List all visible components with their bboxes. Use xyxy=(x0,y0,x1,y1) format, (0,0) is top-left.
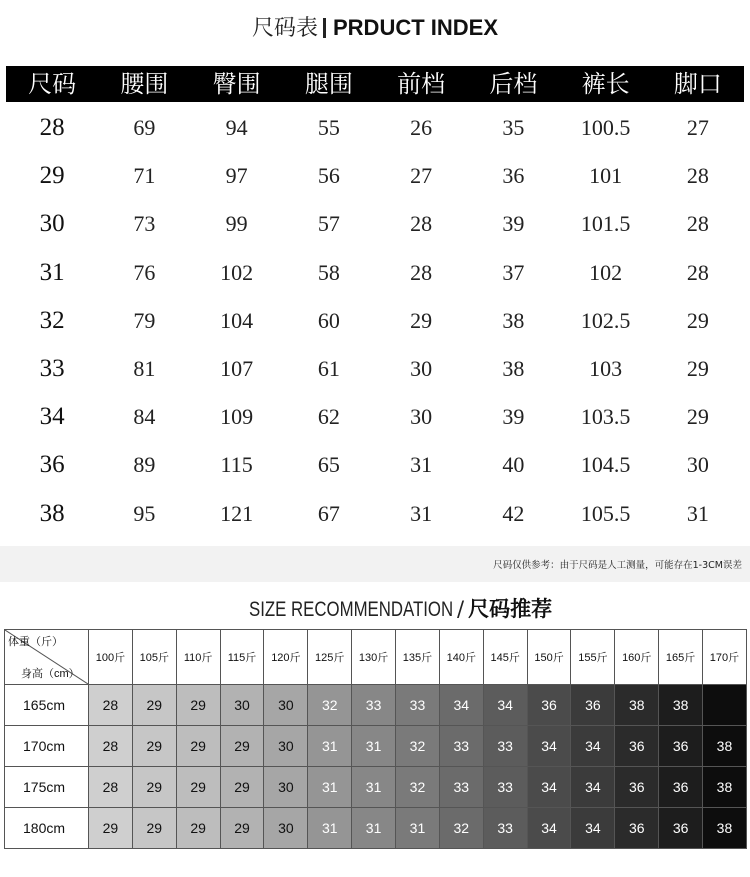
recommended-size-cell: 33 xyxy=(483,767,527,808)
measurement-cell: 79 xyxy=(133,307,156,333)
recommended-size-cell: 31 xyxy=(352,726,396,767)
recommended-size-cell: 32 xyxy=(396,726,440,767)
size-table-header-cell: 脚口 xyxy=(673,70,722,98)
height-axis-label: 身高（cm） xyxy=(21,668,80,680)
weight-header-cell: 135斤 xyxy=(396,630,440,685)
measurement-cell: 84 xyxy=(133,404,156,430)
measurement-cell: 100.5 xyxy=(580,115,631,140)
recommended-size-cell: 33 xyxy=(483,808,527,849)
measurement-cell: 58 xyxy=(317,259,340,285)
measurement-cell: 99 xyxy=(225,211,248,237)
recommended-size-cell: 34 xyxy=(571,808,615,849)
recommended-size-cell: 29 xyxy=(176,685,220,726)
recommended-size-cell: 28 xyxy=(89,685,133,726)
recommended-size-cell: 38 xyxy=(703,808,747,849)
recommended-size-cell: 29 xyxy=(220,767,264,808)
weight-header-cell: 155斤 xyxy=(571,630,615,685)
weight-axis-label: 体重（斤） xyxy=(8,636,63,648)
measurement-cell: 102.5 xyxy=(580,307,631,333)
measurement-cell: 27 xyxy=(686,115,709,140)
recommended-size-cell: 28 xyxy=(89,767,133,808)
table-row xyxy=(5,726,747,767)
recommended-size-cell: 31 xyxy=(308,767,352,808)
recommended-size-cell: 29 xyxy=(89,808,133,849)
size-recommendation-title-en: SIZE RECOMMENDATION xyxy=(248,598,454,621)
weight-header-cell: 110斤 xyxy=(176,630,220,685)
height-label-cell: 175cm xyxy=(5,767,89,808)
recommended-size-cell: 34 xyxy=(527,767,571,808)
measurement-cell: 29 xyxy=(410,307,433,333)
table-row xyxy=(5,767,747,808)
recommended-size-cell: 30 xyxy=(264,808,308,849)
measurement-cell: 105.5 xyxy=(580,500,631,526)
measurement-cell: 102 xyxy=(589,259,623,285)
table-row xyxy=(6,441,744,489)
measurement-cell: 26 xyxy=(410,115,433,140)
recommended-size-cell: 29 xyxy=(176,767,220,808)
recommended-size-cell: 31 xyxy=(352,767,396,808)
measurement-cell: 104 xyxy=(220,307,254,333)
title-separator xyxy=(323,18,326,38)
measurement-cell: 39 xyxy=(502,211,525,237)
measurement-cell: 31 xyxy=(686,500,709,526)
recommended-size-cell: 30 xyxy=(264,726,308,767)
table-row xyxy=(5,808,747,849)
measurement-cell: 81 xyxy=(133,355,156,381)
weight-header-cell: 120斤 xyxy=(264,630,308,685)
recommended-size-cell: 36 xyxy=(615,726,659,767)
weight-header-cell: 125斤 xyxy=(308,630,352,685)
measurement-cell: 31 xyxy=(410,452,433,478)
measurement-cell: 101 xyxy=(589,163,623,189)
recommended-size-cell: 33 xyxy=(396,685,440,726)
table-row xyxy=(5,685,747,726)
recommended-size-cell: 30 xyxy=(264,767,308,808)
recommended-size-cell: 36 xyxy=(615,808,659,849)
table-row xyxy=(6,345,744,393)
size-table-header-cell: 尺码 xyxy=(28,70,77,98)
weight-header-cell: 145斤 xyxy=(483,630,527,685)
table-row xyxy=(6,490,744,538)
weight-header-cell: 115斤 xyxy=(220,630,264,685)
measurement-cell: 67 xyxy=(317,500,340,526)
recommended-size-cell: 29 xyxy=(220,808,264,849)
measurement-cell: 37 xyxy=(502,259,525,285)
measurement-cell: 29 xyxy=(686,355,709,381)
measurement-cell: 28 xyxy=(686,163,709,189)
measurement-cell: 38 xyxy=(502,355,525,381)
recommended-size-cell: 32 xyxy=(439,808,483,849)
recommended-size-cell: 34 xyxy=(483,685,527,726)
measurement-cell: 38 xyxy=(502,307,525,333)
size-chart-title-en: PRDUCT INDEX xyxy=(333,15,499,40)
title-slash: / xyxy=(457,597,465,621)
measurement-cell: 42 xyxy=(502,500,525,526)
recommended-size-cell: 32 xyxy=(308,685,352,726)
measurement-cell: 60 xyxy=(317,307,340,333)
recommended-size-cell: 31 xyxy=(396,808,440,849)
measurement-cell: 29 xyxy=(686,404,709,430)
recommended-size-cell: 36 xyxy=(527,685,571,726)
measurement-cell: 35 xyxy=(502,115,525,140)
recommended-size-cell: 34 xyxy=(527,726,571,767)
recommended-size-cell: 36 xyxy=(615,767,659,808)
recommended-size-cell: 33 xyxy=(439,726,483,767)
measurement-cell: 28 xyxy=(686,259,709,285)
measurement-cell: 69 xyxy=(133,115,156,140)
recommended-size-cell: 38 xyxy=(615,685,659,726)
size-recommendation-title xyxy=(0,594,750,625)
weight-header-cell: 105斤 xyxy=(132,630,176,685)
table-row xyxy=(6,152,744,200)
measurement-cell: 30 xyxy=(686,452,709,478)
measurement-cell: 62 xyxy=(317,404,340,430)
measurement-cell: 55 xyxy=(317,115,340,140)
recommended-size-cell xyxy=(703,685,747,726)
recommended-size-cell: 34 xyxy=(439,685,483,726)
measurement-cell: 28 xyxy=(410,211,433,237)
recommended-size-cell: 34 xyxy=(571,726,615,767)
recommended-size-cell: 38 xyxy=(703,767,747,808)
height-label-cell: 165cm xyxy=(5,685,89,726)
recommended-size-cell: 30 xyxy=(264,685,308,726)
recommended-size-cell: 32 xyxy=(396,767,440,808)
weight-header-cell: 140斤 xyxy=(439,630,483,685)
size-cell: 31 xyxy=(39,258,65,286)
measurement-cell: 97 xyxy=(225,163,248,189)
measurement-cell: 39 xyxy=(502,404,525,430)
measurement-cell: 30 xyxy=(410,355,433,381)
corner-header-cell xyxy=(5,630,89,685)
size-cell: 28 xyxy=(39,114,65,141)
measurement-cell: 36 xyxy=(502,163,525,189)
size-chart-title xyxy=(0,14,750,43)
measurement-cell: 71 xyxy=(133,163,156,189)
recommended-size-cell: 31 xyxy=(308,726,352,767)
size-cell: 33 xyxy=(39,354,65,382)
recommended-size-cell: 34 xyxy=(571,767,615,808)
size-table-header-cell: 后档 xyxy=(489,70,538,98)
measurement-cell: 115 xyxy=(220,452,253,478)
measurement-cell: 103.5 xyxy=(580,404,631,430)
recommended-size-cell: 29 xyxy=(176,726,220,767)
size-cell: 34 xyxy=(39,403,65,431)
measurement-cell: 104.5 xyxy=(580,452,631,478)
size-cell: 29 xyxy=(39,162,65,190)
size-table-header-cell: 腰围 xyxy=(120,70,169,98)
recommended-size-cell: 29 xyxy=(132,767,176,808)
recommended-size-cell: 36 xyxy=(659,808,703,849)
weight-header-cell: 100斤 xyxy=(89,630,133,685)
recommended-size-cell: 36 xyxy=(571,685,615,726)
recommended-size-cell: 33 xyxy=(483,726,527,767)
recommended-size-cell: 28 xyxy=(89,726,133,767)
size-table-header-cell: 腿围 xyxy=(304,70,353,98)
measurement-cell: 109 xyxy=(220,404,254,430)
table-row xyxy=(6,104,744,152)
measurement-cell: 29 xyxy=(686,307,709,333)
weight-header-cell: 165斤 xyxy=(659,630,703,685)
measurement-cell: 95 xyxy=(133,500,156,526)
recommended-size-cell: 31 xyxy=(308,808,352,849)
measurement-cell: 94 xyxy=(225,115,248,140)
recommended-size-cell: 33 xyxy=(439,767,483,808)
weight-header-cell: 160斤 xyxy=(615,630,659,685)
size-cell: 30 xyxy=(39,210,65,238)
recommended-size-cell: 29 xyxy=(132,808,176,849)
measurement-cell: 40 xyxy=(502,452,525,478)
size-table-header xyxy=(6,66,744,102)
table-row xyxy=(6,249,744,297)
measurement-cell: 28 xyxy=(686,211,709,237)
recommended-size-cell: 38 xyxy=(659,685,703,726)
recommended-size-cell: 34 xyxy=(527,808,571,849)
measurement-cell: 61 xyxy=(317,355,340,381)
measurement-cell: 102 xyxy=(220,259,254,285)
measurement-note: 尺码仅供参考：由于尺码是人工测量，可能存在1-3CM误差 xyxy=(493,560,742,571)
weight-header-cell: 150斤 xyxy=(527,630,571,685)
measurement-cell: 56 xyxy=(317,163,340,189)
measurement-cell: 107 xyxy=(220,355,254,381)
recommended-size-cell: 29 xyxy=(132,726,176,767)
measurement-cell: 76 xyxy=(133,259,156,285)
size-cell: 36 xyxy=(39,451,65,479)
table-row xyxy=(6,200,744,248)
table-row xyxy=(6,393,744,441)
size-table-header-cell: 前档 xyxy=(397,70,446,98)
weight-header-cell: 130斤 xyxy=(352,630,396,685)
measurement-cell: 101.5 xyxy=(580,211,631,237)
recommended-size-cell: 29 xyxy=(132,685,176,726)
measurement-cell: 30 xyxy=(410,404,433,430)
measurement-cell: 103 xyxy=(589,355,623,381)
measurement-cell: 73 xyxy=(133,211,156,237)
measurement-cell: 28 xyxy=(410,259,433,285)
height-label-cell: 180cm xyxy=(5,808,89,849)
size-table-header-cell: 臀围 xyxy=(212,70,261,98)
measurement-cell: 27 xyxy=(410,163,433,189)
table-row xyxy=(5,630,747,685)
size-recommendation-table xyxy=(4,629,747,849)
height-label-cell: 170cm xyxy=(5,726,89,767)
measurement-cell: 57 xyxy=(317,211,340,237)
recommended-size-cell: 29 xyxy=(220,726,264,767)
recommended-size-cell: 30 xyxy=(220,685,264,726)
size-cell: 32 xyxy=(39,306,65,334)
recommended-size-cell: 31 xyxy=(352,808,396,849)
recommended-size-cell: 33 xyxy=(352,685,396,726)
measurement-cell: 65 xyxy=(317,452,340,478)
measurement-cell: 31 xyxy=(410,500,433,526)
recommended-size-cell: 36 xyxy=(659,767,703,808)
size-recommendation-title-cn: 尺码推荐 xyxy=(468,597,553,621)
size-chart-title-cn: 尺码表 xyxy=(251,16,318,41)
size-table-body xyxy=(6,104,744,538)
measurement-cell: 121 xyxy=(220,500,254,526)
recommended-size-cell: 36 xyxy=(659,726,703,767)
measurement-cell: 89 xyxy=(133,452,156,478)
table-row xyxy=(6,297,744,345)
size-table-header-cell: 裤长 xyxy=(581,70,630,98)
recommended-size-cell: 29 xyxy=(176,808,220,849)
recommended-size-cell: 38 xyxy=(703,726,747,767)
weight-header-cell: 170斤 xyxy=(703,630,747,685)
size-cell: 38 xyxy=(39,499,65,527)
